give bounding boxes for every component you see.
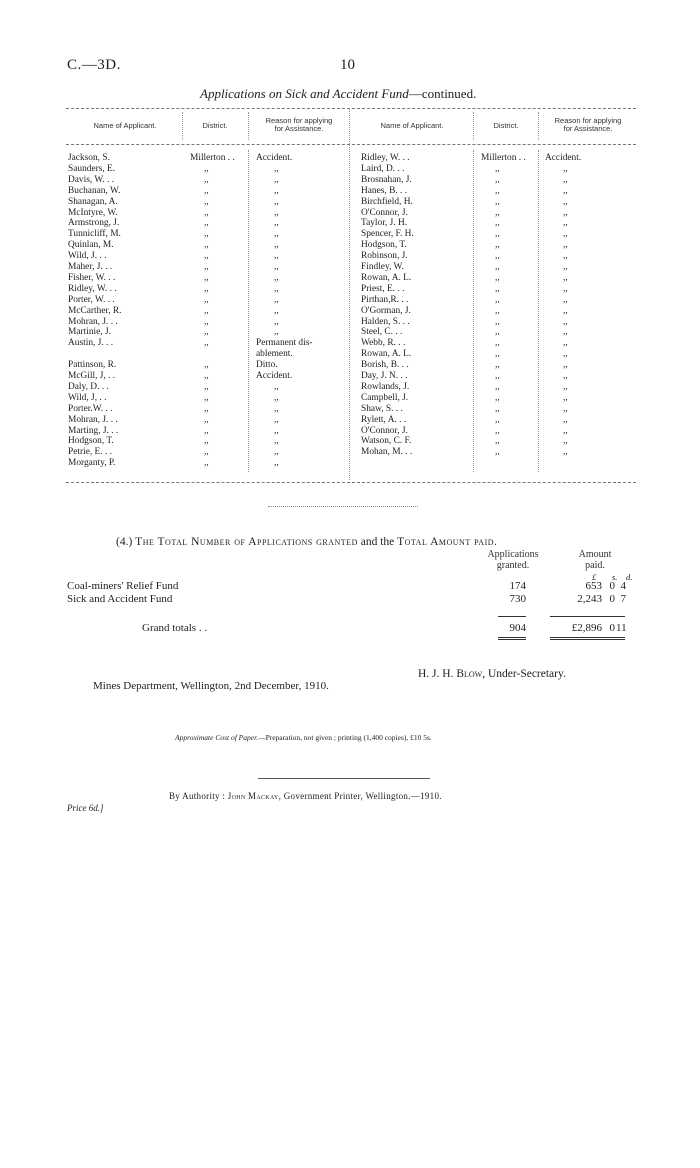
district: ,,	[495, 251, 500, 262]
applicant-name: Rylett, A. . .	[361, 414, 407, 425]
reason: ,,	[563, 425, 568, 436]
applicant-name: Austin, J. . .	[68, 338, 114, 349]
district: ,,	[204, 196, 209, 207]
price: Price 6d.]	[67, 803, 104, 813]
amount-pence: 4	[620, 580, 626, 592]
reason: ,,	[563, 251, 568, 262]
reason: ,,	[563, 392, 568, 403]
fund-label: Grand totals . .	[142, 622, 208, 634]
table-row	[0, 317, 700, 328]
col-header-reason-line1: Reason for applying	[554, 116, 622, 125]
district: Millerton . .	[481, 153, 526, 163]
district: ,,	[495, 392, 500, 403]
col-header-district-left: District.	[202, 121, 228, 130]
reason: ,,	[563, 196, 568, 207]
section-divider	[268, 506, 418, 507]
table-row	[0, 175, 700, 186]
applicant-name: Mohran, J. . .	[68, 316, 118, 327]
applicant-name: O'Gorman, J.	[361, 305, 411, 316]
reason: ,,	[563, 240, 568, 251]
reason: Accident.	[545, 153, 582, 163]
table-row	[0, 306, 700, 317]
district: ,,	[204, 218, 209, 229]
table-top-rule	[66, 108, 636, 109]
applicant-name: Taylor, J. H.	[361, 218, 408, 229]
district: ,,	[204, 447, 209, 458]
applicant-name: Spencer, F. H.	[361, 229, 414, 240]
table-row	[0, 229, 700, 240]
applicant-name: Wild, J, . .	[68, 392, 107, 403]
reason: ,,	[274, 163, 279, 174]
reason: ,,	[274, 174, 279, 185]
table-title-text: Applications on Sick and Accident Fund	[200, 86, 409, 101]
reason: ,,	[563, 338, 568, 349]
district: ,,	[495, 262, 500, 272]
col-header-reason-right	[540, 117, 636, 133]
table-row	[0, 349, 700, 360]
col-sep	[248, 112, 249, 140]
table-row	[0, 327, 700, 338]
applicant-name: Mohan, M. . .	[361, 447, 413, 458]
applicant-name: O'Connor, J.	[361, 425, 408, 436]
applicant-name: Rowan, A. L.	[361, 349, 412, 360]
col-header-name-left: Name of Applicant.	[93, 121, 157, 130]
applicant-name: Borish, B. . .	[361, 360, 409, 371]
applicant-name: Jackson, S.	[68, 153, 110, 163]
table-row	[0, 186, 700, 197]
reason: Permanent dis-	[256, 338, 313, 349]
district: ,,	[495, 207, 500, 218]
applicant-name: Ridley, W. . .	[361, 153, 410, 163]
applicant-name: Mohran, J. . .	[68, 414, 118, 425]
cost-label: Approximate Cost of Paper.	[175, 733, 259, 742]
applicant-name: Priest, E. . .	[361, 283, 405, 294]
district: ,,	[495, 371, 500, 381]
reason: ,,	[274, 240, 279, 251]
district: ,,	[495, 196, 500, 207]
totals-double-rule	[550, 637, 625, 640]
applicant-name: Davis, W. . .	[68, 174, 115, 185]
amount-shillings: 0	[609, 580, 615, 592]
applicant-name: Armstrong, J.	[68, 218, 120, 229]
table-row	[0, 208, 700, 219]
totals-rule	[550, 616, 625, 617]
district: ,,	[495, 381, 500, 392]
applicant-name: Maher, J. . .	[68, 262, 113, 272]
applicant-name: Laird, D. . .	[361, 163, 405, 174]
district: ,,	[495, 294, 500, 305]
table-row	[0, 218, 700, 229]
applicant-name: Hanes, B. . .	[361, 185, 408, 196]
table-row	[0, 251, 700, 262]
reason: ,,	[563, 403, 568, 414]
signature	[418, 668, 566, 680]
reason: Ditto.	[256, 360, 278, 371]
col-header-reason-line2: for Assistance.	[563, 124, 613, 133]
col-sep	[538, 112, 539, 140]
reason: ,,	[274, 458, 279, 469]
district: ,,	[204, 229, 209, 240]
table-row	[0, 447, 700, 458]
district: ,,	[204, 163, 209, 174]
table-row	[0, 153, 700, 164]
table-row	[0, 426, 700, 437]
reason: ,,	[274, 392, 279, 403]
district: ,,	[495, 447, 500, 458]
col-header-amount-line1: Amount	[578, 549, 612, 560]
applicant-name: Martinie, J.	[68, 327, 111, 338]
applicant-name: O'Connor, J.	[361, 207, 408, 218]
district: ,,	[204, 414, 209, 425]
applicant-name: Petrie, E. . .	[68, 447, 113, 458]
table-row	[0, 404, 700, 415]
printer-name: John Mackay,	[227, 791, 282, 801]
reason: ,,	[563, 381, 568, 392]
applicant-name: Day, J. N. . .	[361, 371, 408, 381]
applicant-name: Marting, J. . .	[68, 425, 119, 436]
reason: ,,	[274, 218, 279, 229]
district: ,,	[495, 305, 500, 316]
reason: ,,	[274, 447, 279, 458]
reason: Accident.	[256, 153, 293, 163]
reason: ,,	[274, 262, 279, 272]
reason: ,,	[563, 185, 568, 196]
reason: ,,	[274, 305, 279, 316]
applicant-name: Webb, R. . .	[361, 338, 406, 349]
reason: ,,	[563, 327, 568, 338]
department-line: Mines Department, Wellington, 2nd December, 1910.	[93, 680, 329, 692]
authority-line	[169, 791, 442, 801]
col-header-amount	[560, 549, 630, 571]
reason: ,,	[274, 327, 279, 338]
table-title	[200, 86, 476, 102]
section-4-title-part3: Total Amount paid.	[397, 536, 498, 548]
col-header-name-right: Name of Applicant.	[380, 121, 444, 130]
cost-text: —Preparation, not given ; printing (1,400 copies), £10 5s.	[258, 733, 432, 742]
reason: ,,	[274, 436, 279, 447]
reason: ,,	[274, 251, 279, 262]
cost-of-paper	[175, 733, 432, 742]
reason: ,,	[274, 316, 279, 327]
unit-pounds: £	[592, 572, 597, 582]
district: ,,	[204, 316, 209, 327]
fund-label: Coal-miners' Relief Fund	[67, 580, 179, 592]
reason: ,,	[563, 229, 568, 240]
applications-granted: 730	[509, 593, 526, 605]
applicant-name: Watson, C. F.	[361, 436, 412, 447]
applicant-name: Birchfield, H.	[361, 196, 413, 207]
district: ,,	[204, 240, 209, 251]
district: ,,	[204, 294, 209, 305]
amount-pounds: 653	[585, 580, 602, 592]
district: ,,	[495, 403, 500, 414]
applicant-name: Hodgson, T.	[68, 436, 114, 447]
amount-pounds: £2,896	[571, 622, 602, 634]
district: ,,	[204, 338, 209, 349]
district: ,,	[495, 283, 500, 294]
amount-shillings: 0	[609, 593, 615, 605]
reason: ,,	[274, 283, 279, 294]
table-title-continued: —continued.	[408, 86, 477, 101]
district: ,,	[204, 392, 209, 403]
amount-pounds: 2,243	[577, 593, 602, 605]
applicant-name: Rowlands, J.	[361, 381, 410, 392]
section-4-title-part1: The Total Number of Applications granted	[135, 536, 358, 548]
applicant-name: Buchanan, W.	[68, 185, 121, 196]
reason: ,,	[563, 283, 568, 294]
section-4-heading	[116, 536, 497, 548]
applicant-name: Hodgson, T.	[361, 240, 407, 251]
table-bottom-rule	[66, 482, 636, 483]
district: ,,	[495, 349, 500, 360]
applicant-name: Ridley, W. . .	[68, 283, 117, 294]
applicant-name: Tunnicliff, M.	[68, 229, 121, 240]
signatory-title: Under-Secretary.	[487, 668, 566, 680]
reason: ,,	[274, 294, 279, 305]
amount-shillings: 0	[609, 622, 615, 634]
district: ,,	[495, 316, 500, 327]
reason: ,,	[563, 272, 568, 283]
district: ,,	[495, 338, 500, 349]
applicant-name: Daly, D. . .	[68, 381, 109, 392]
reason: ,,	[274, 207, 279, 218]
district: ,,	[204, 371, 209, 381]
district: ,,	[495, 240, 500, 251]
applicant-name: Fisher, W. . .	[68, 272, 116, 283]
applicant-name: Pattinson, R.	[68, 360, 117, 371]
applicant-name: Porter.W. . .	[68, 403, 113, 414]
reason: ,,	[563, 294, 568, 305]
district: ,,	[204, 262, 209, 272]
district: ,,	[204, 360, 209, 371]
authority-prefix: By Authority :	[169, 791, 226, 801]
district: Millerton . .	[190, 153, 235, 163]
reason: ,,	[274, 185, 279, 196]
fund-label: Sick and Accident Fund	[67, 593, 173, 605]
applications-granted: 174	[509, 580, 526, 592]
district: ,,	[495, 272, 500, 283]
district: ,,	[204, 272, 209, 283]
reason: ,,	[274, 425, 279, 436]
district: ,,	[204, 425, 209, 436]
col-header-applications	[478, 549, 548, 571]
district: ,,	[495, 185, 500, 196]
district: ,,	[204, 251, 209, 262]
district: ,,	[204, 185, 209, 196]
district: ,,	[495, 218, 500, 229]
col-header-reason-left	[250, 117, 348, 133]
reason: ,,	[563, 218, 568, 229]
reason: ,,	[563, 305, 568, 316]
signatory-name: H. J. H. Blow,	[418, 668, 486, 680]
district: ,,	[204, 436, 209, 447]
district: ,,	[495, 327, 500, 338]
table-row	[0, 360, 700, 371]
table-row	[0, 240, 700, 251]
reason: ,,	[563, 436, 568, 447]
section-4-number: (4.)	[116, 536, 133, 548]
table-row	[0, 382, 700, 393]
applicant-name: Shaw, S. . .	[361, 403, 403, 414]
section-4-title-part2: and the	[360, 536, 395, 548]
table-row	[0, 415, 700, 426]
district: ,,	[204, 283, 209, 294]
document-code: C.—3D.	[67, 57, 121, 73]
district: ,,	[495, 360, 500, 371]
applicant-name: McCarther, R.	[68, 305, 122, 316]
reason: ,,	[274, 381, 279, 392]
table-row	[0, 338, 700, 349]
amount-pence: 11	[616, 622, 627, 634]
table-row	[0, 284, 700, 295]
district: ,,	[495, 229, 500, 240]
district: ,,	[495, 414, 500, 425]
district: ,,	[495, 425, 500, 436]
table-row	[0, 436, 700, 447]
reason: Accident.	[256, 371, 293, 381]
reason: ,,	[563, 371, 568, 381]
applicant-name: Shanagan, A.	[68, 196, 118, 207]
reason: ,,	[563, 360, 568, 371]
reason: ,,	[274, 229, 279, 240]
applicant-name: Halden, S. . .	[361, 316, 410, 327]
reason: ,,	[563, 447, 568, 458]
reason: ,,	[563, 414, 568, 425]
applicant-name: Quinlan, M.	[68, 240, 114, 251]
applicant-name: Findley, W.	[361, 262, 404, 272]
table-row	[0, 197, 700, 208]
district: ,,	[204, 381, 209, 392]
reason: ablement.	[256, 349, 293, 360]
totals-rule	[498, 616, 526, 617]
page-number: 10	[340, 57, 355, 73]
reason: ,,	[274, 196, 279, 207]
district: ,,	[204, 174, 209, 185]
reason: ,,	[563, 262, 568, 272]
table-row	[0, 371, 700, 382]
district: ,,	[495, 436, 500, 447]
district: ,,	[204, 327, 209, 338]
applicant-name: Rowan, A. L.	[361, 272, 412, 283]
applicant-name: Wild, J. . .	[68, 251, 107, 262]
table-header-rule	[66, 144, 636, 145]
col-header-reason-line2: for Assistance.	[274, 124, 324, 133]
district: ,,	[495, 163, 500, 174]
table-row	[0, 295, 700, 306]
col-header-applications-line1: Applications	[487, 549, 539, 560]
unit-pence: d.	[626, 572, 633, 582]
reason: ,,	[563, 349, 568, 360]
table-row	[0, 164, 700, 175]
applicant-name: Campbell, J.	[361, 392, 409, 403]
col-header-applications-line2: granted.	[496, 560, 530, 571]
applications-granted: 904	[509, 622, 526, 634]
col-sep	[473, 112, 474, 140]
reason: ,,	[563, 163, 568, 174]
reason: ,,	[274, 272, 279, 283]
district: ,,	[204, 458, 209, 469]
applicant-name: McGill, J, . .	[68, 371, 116, 381]
reason: ,,	[563, 316, 568, 327]
table-row	[0, 262, 700, 273]
applicant-name: Porter, W. . .	[68, 294, 115, 305]
district: ,,	[204, 305, 209, 316]
col-sep	[182, 112, 183, 140]
reason: ,,	[274, 403, 279, 414]
applicant-name: Saunders, E.	[68, 163, 116, 174]
table-row	[0, 273, 700, 284]
col-header-reason-line1: Reason for applying	[265, 116, 333, 125]
applicant-name: Robinson, J.	[361, 251, 408, 262]
district: ,,	[204, 403, 209, 414]
unit-shillings: s.	[612, 572, 618, 582]
totals-double-rule	[498, 637, 526, 640]
table-row	[0, 458, 700, 469]
applicant-name: Pirthan,R. . .	[361, 294, 409, 305]
applicant-name: Steel, C. . .	[361, 327, 403, 338]
col-header-amount-line2: paid.	[585, 560, 605, 571]
district: ,,	[204, 207, 209, 218]
reason: ,,	[274, 414, 279, 425]
reason: ,,	[563, 174, 568, 185]
reason: ,,	[563, 207, 568, 218]
applicant-name: McIntyre, W.	[68, 207, 118, 218]
applicant-name: Brosnahan, J.	[361, 174, 412, 185]
authority-suffix: Government Printer, Wellington.—1910.	[283, 791, 442, 801]
district: ,,	[495, 174, 500, 185]
table-row	[0, 393, 700, 404]
amount-pence: 7	[620, 593, 626, 605]
authority-rule	[258, 778, 430, 779]
col-header-district-right: District.	[493, 121, 519, 130]
applicant-name: Morganty, P.	[68, 458, 116, 469]
